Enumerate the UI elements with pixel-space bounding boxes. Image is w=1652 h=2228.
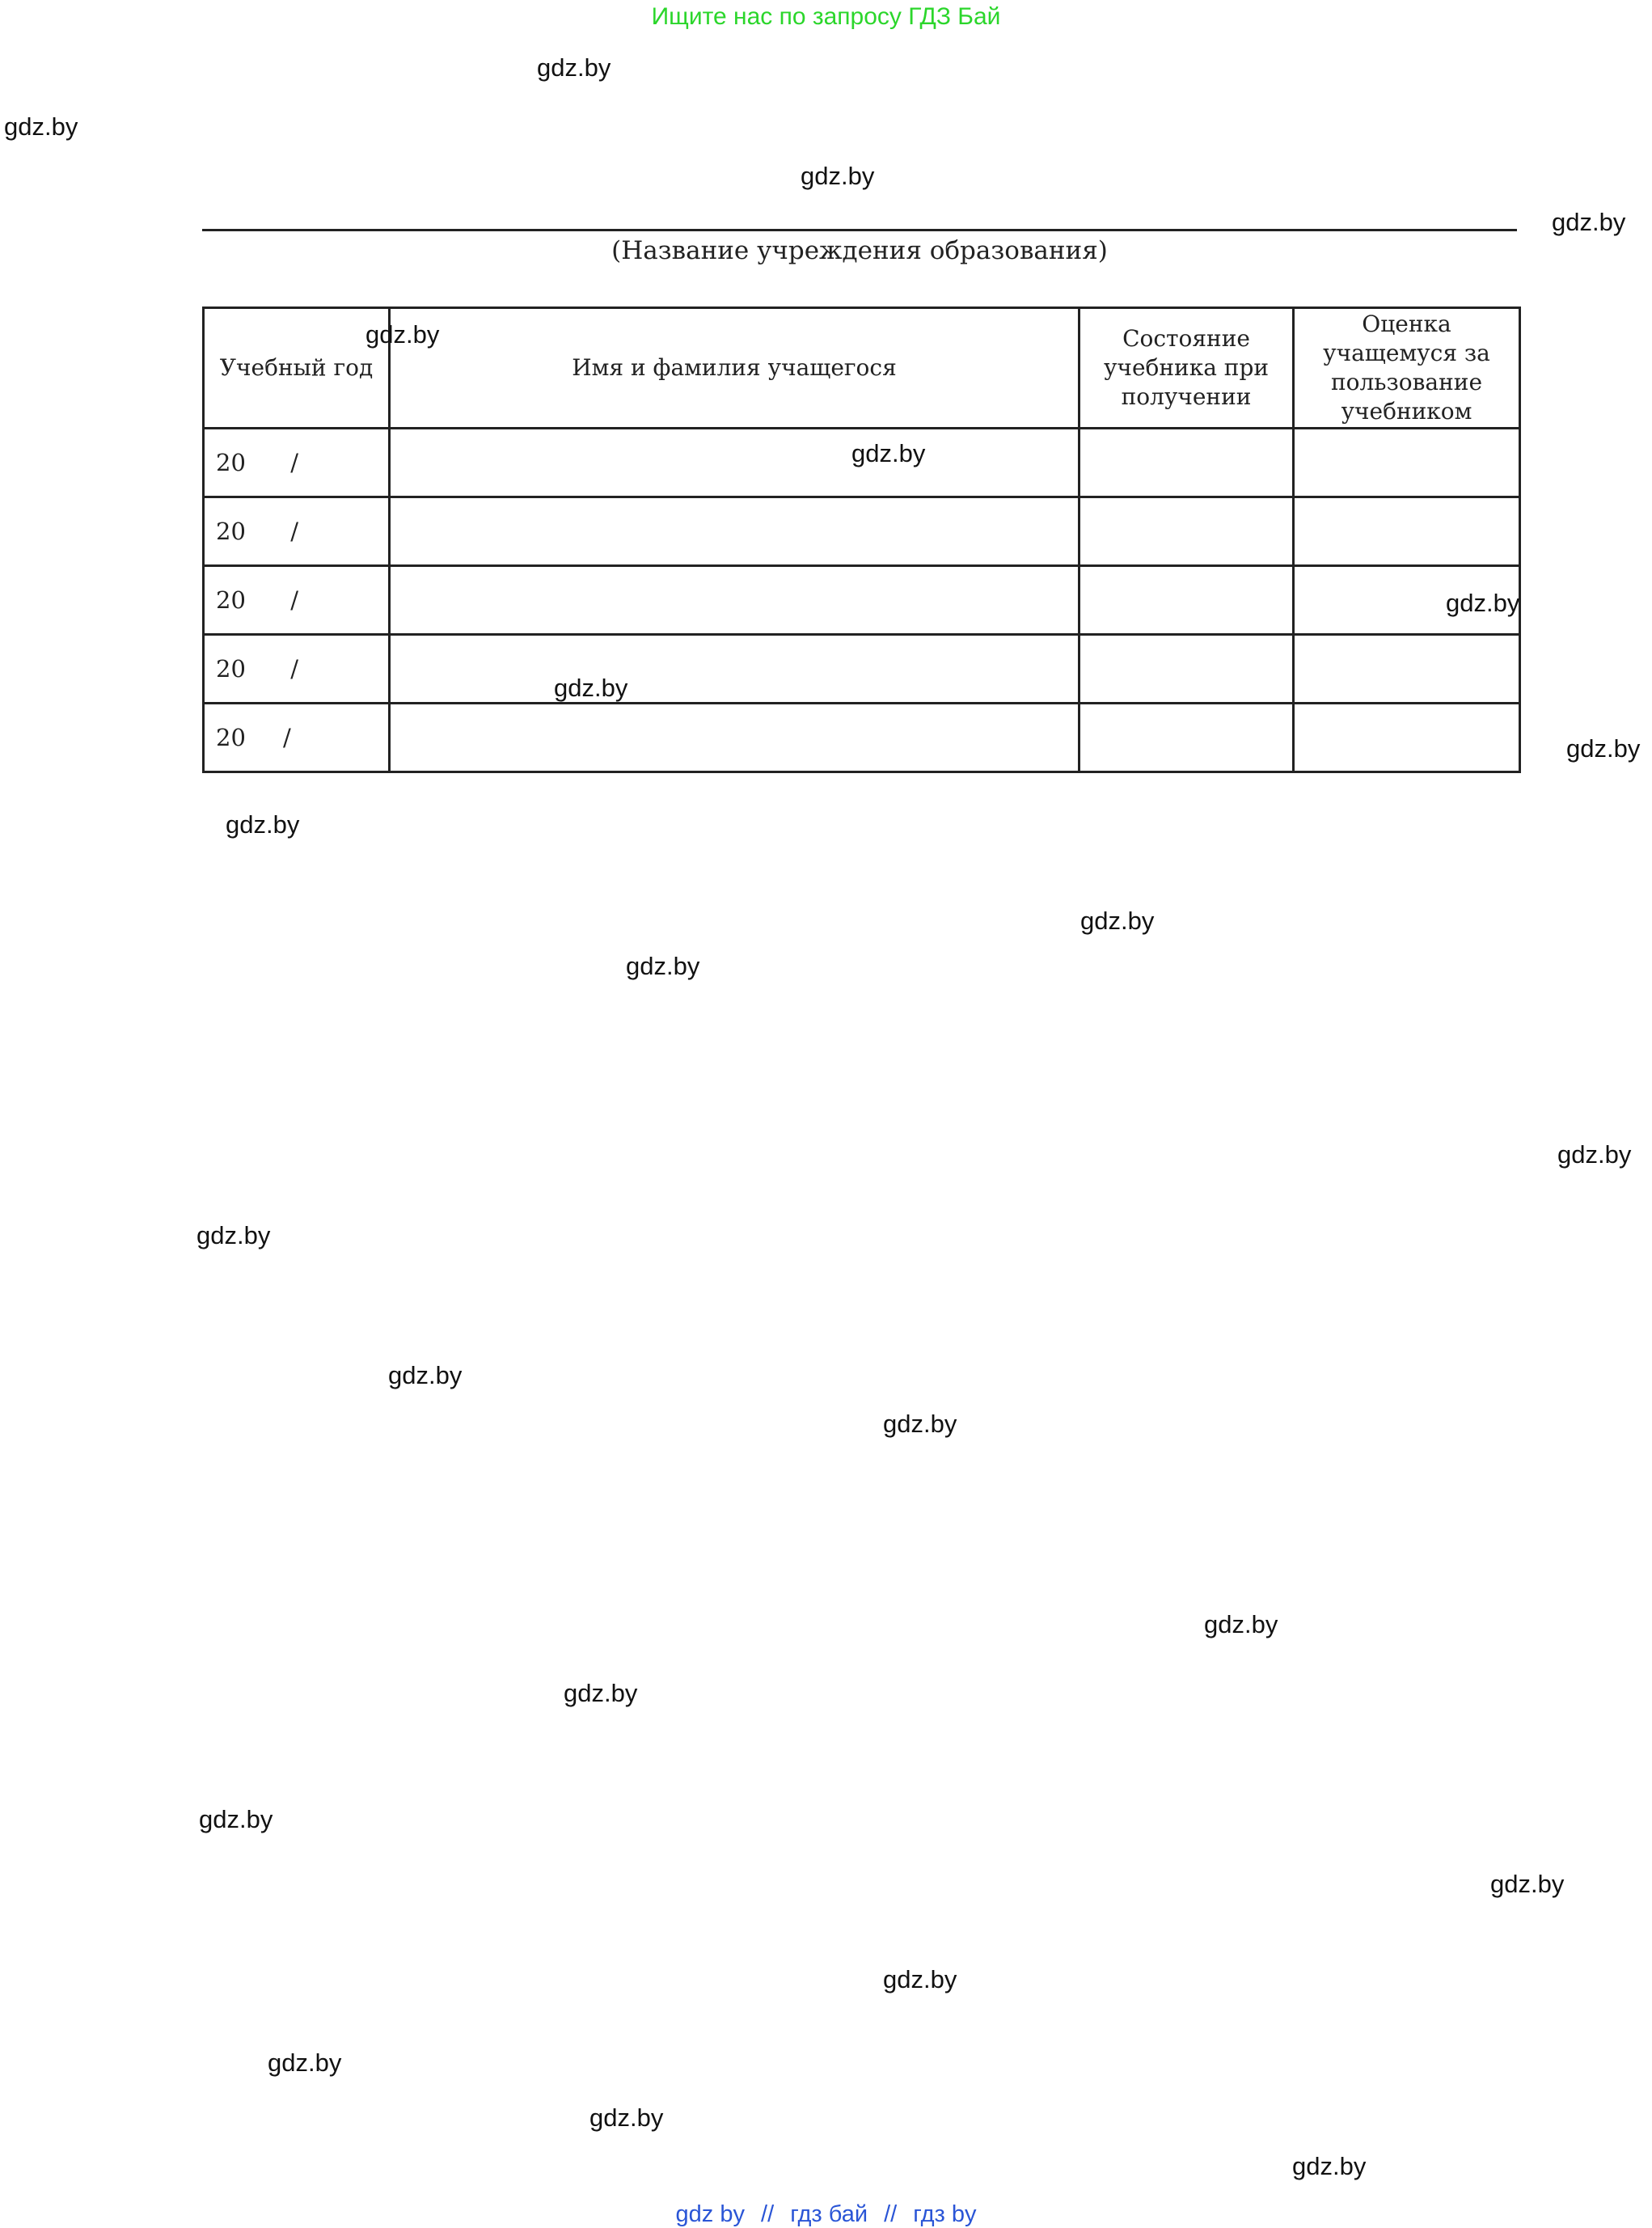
footer-links xyxy=(0,2201,1652,2228)
table-row xyxy=(204,566,1520,635)
condition-cell[interactable] xyxy=(1080,566,1294,635)
watermark-text: gdz.by xyxy=(196,1221,271,1249)
watermark-text: gdz.by xyxy=(1080,907,1155,935)
student-name-cell[interactable] xyxy=(390,429,1080,497)
watermark-text: gdz.by xyxy=(589,2103,664,2132)
condition-cell[interactable] xyxy=(1080,497,1294,566)
header-condition-received: Состояние учебника при получении xyxy=(1080,308,1294,429)
grade-cell[interactable] xyxy=(1294,429,1520,497)
watermark-text: gdz.by xyxy=(1292,2152,1367,2180)
watermark-text: gdz.by xyxy=(537,53,611,82)
watermark-text: gdz.by xyxy=(388,1361,463,1389)
footer-link-gdz-by-cyr[interactable]: гдз by xyxy=(913,2201,977,2227)
footer-separator: // xyxy=(884,2201,898,2227)
watermark-text: gdz.by xyxy=(226,810,300,839)
year-cell[interactable]: 20 / xyxy=(204,635,390,704)
condition-cell[interactable] xyxy=(1080,429,1294,497)
watermark-text: gdz.by xyxy=(564,1679,638,1707)
watermark-text: gdz.by xyxy=(851,439,926,467)
watermark-text: gdz.by xyxy=(268,2048,342,2077)
watermark-text: gdz.by xyxy=(883,1965,957,1993)
footer-separator: // xyxy=(761,2201,775,2227)
institution-caption: (Название учреждения образования) xyxy=(611,236,1108,265)
year-cell[interactable]: 20 / xyxy=(204,497,390,566)
table-row xyxy=(204,635,1520,704)
header-school-year: Учебный год xyxy=(204,308,390,429)
table-row xyxy=(204,704,1520,772)
year-cell[interactable]: 20 / xyxy=(204,704,390,772)
watermark-text: gdz.by xyxy=(626,952,700,980)
watermark-text: gdz.by xyxy=(199,1805,273,1833)
watermark-text: gdz.by xyxy=(1446,589,1520,617)
header-student-name: Имя и фамилия учащегося xyxy=(390,308,1080,429)
watermark-text: gdz.by xyxy=(801,162,875,190)
student-name-cell[interactable] xyxy=(390,635,1080,704)
watermark-text: gdz.by xyxy=(1490,1870,1565,1898)
table-row xyxy=(204,497,1520,566)
student-name-cell[interactable] xyxy=(390,566,1080,635)
condition-cell[interactable] xyxy=(1080,704,1294,772)
textbook-register-table xyxy=(202,307,1521,773)
grade-cell[interactable] xyxy=(1294,635,1520,704)
watermark-text: gdz.by xyxy=(883,1410,957,1438)
year-cell[interactable]: 20 / xyxy=(204,566,390,635)
watermark-text: gdz.by xyxy=(365,320,440,349)
year-cell[interactable]: 20 / xyxy=(204,429,390,497)
watermark-text: gdz.by xyxy=(4,112,78,141)
institution-name-line xyxy=(202,229,1517,231)
watermark-text: gdz.by xyxy=(1566,734,1641,763)
watermark-text: gdz.by xyxy=(554,674,628,702)
footer-link-gdz-bai[interactable]: гдз бай xyxy=(790,2201,868,2227)
student-name-cell[interactable] xyxy=(390,704,1080,772)
student-name-cell[interactable] xyxy=(390,497,1080,566)
top-banner: Ищите нас по запросу ГДЗ Бай xyxy=(651,3,1001,30)
watermark-text: gdz.by xyxy=(1552,208,1626,236)
condition-cell[interactable] xyxy=(1080,635,1294,704)
grade-cell[interactable] xyxy=(1294,497,1520,566)
header-usage-grade: Оценка учащемуся за пользование учебником xyxy=(1294,308,1520,429)
footer-link-gdz-by[interactable]: gdz by xyxy=(675,2201,745,2227)
grade-cell[interactable] xyxy=(1294,704,1520,772)
watermark-text: gdz.by xyxy=(1557,1140,1632,1169)
watermark-text: gdz.by xyxy=(1204,1610,1278,1638)
